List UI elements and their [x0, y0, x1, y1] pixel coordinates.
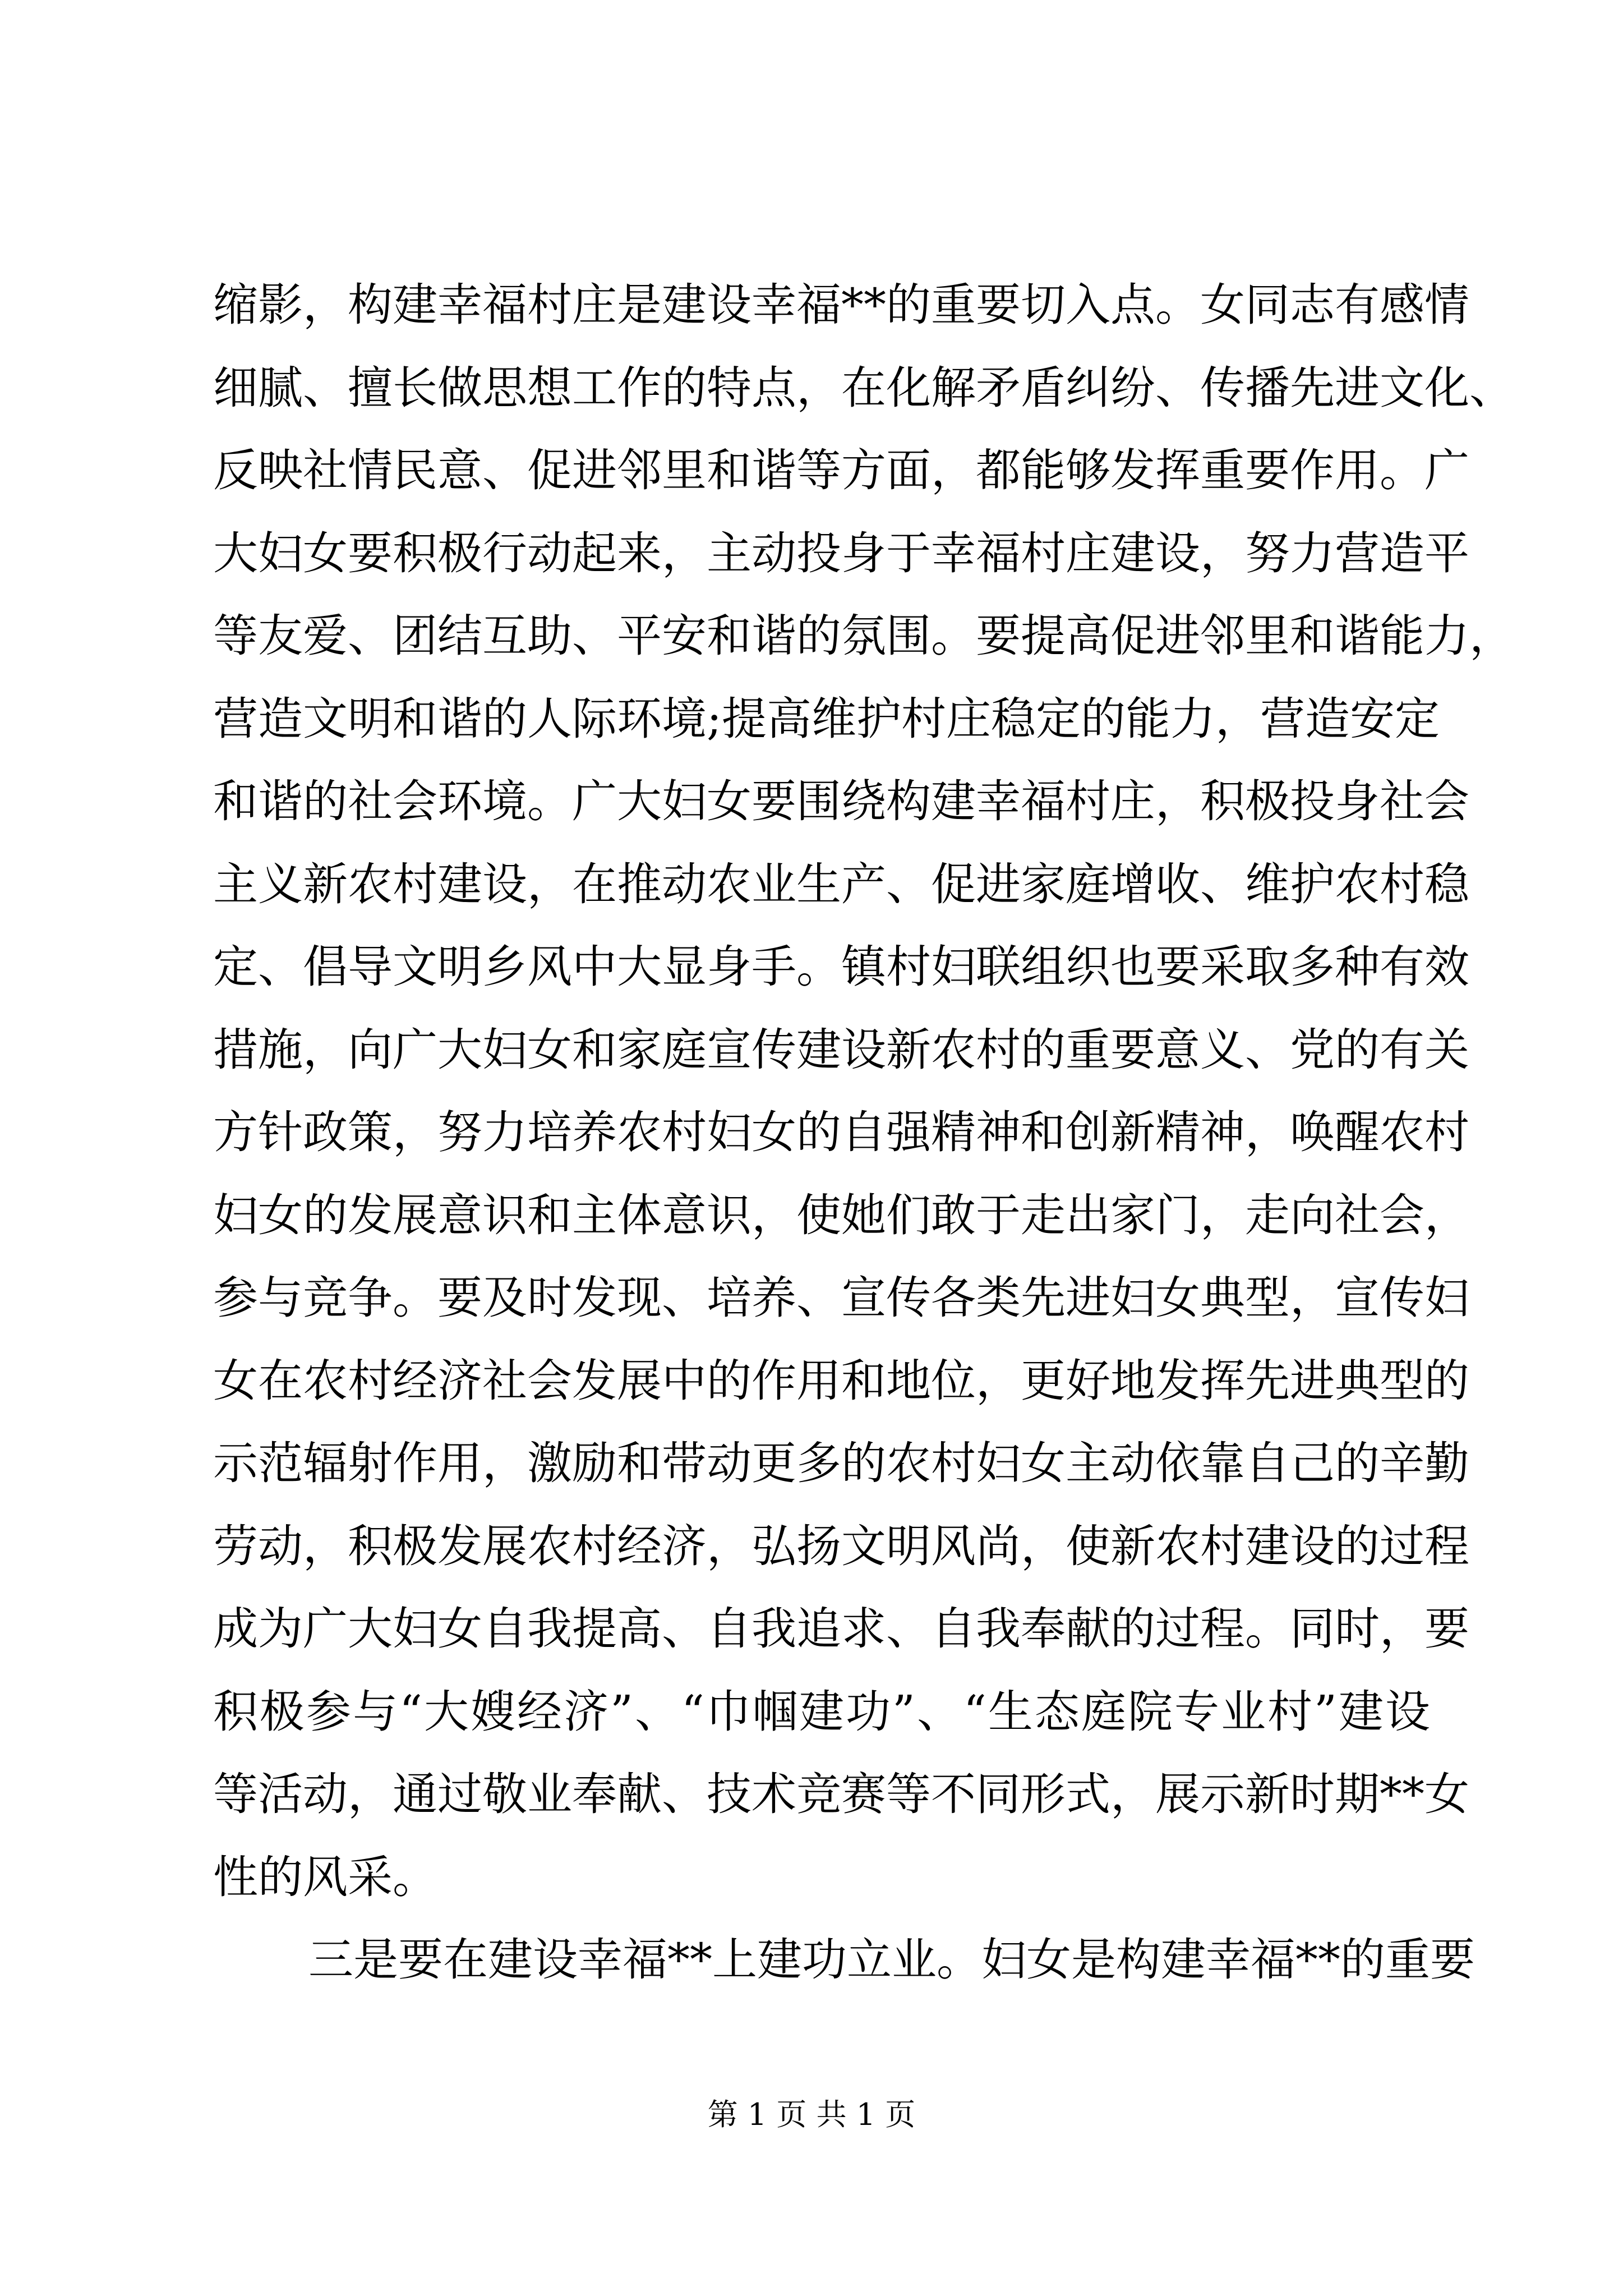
text-line: 反映社情民意、促进邻里和谐等方面，都能够发挥重要作用。广	[213, 444, 1469, 496]
text-line: 措施，向广大妇女和家庭宣传建设新农村的重要意义、党的有关	[213, 1023, 1469, 1076]
text-line: 方针政策，努力培养农村妇女的自强精神和创新精神，唤醒农村	[213, 1106, 1469, 1158]
page-number-footer: 第 1 页 共 1 页	[707, 2097, 916, 2132]
document-body	[213, 264, 1514, 2001]
text-line: 和谐的社会环境。广大妇女要围绕构建幸福村庄，积极投身社会	[213, 775, 1469, 827]
text-line: 等友爱、团结互助、平安和谐的氛围。要提高促进邻里和谐能力，	[213, 610, 1514, 662]
text-line: 缩影，构建幸福村庄是建设幸福**的重要切入点。女同志有感情	[213, 279, 1469, 331]
text-line: 等活动，通过敬业奉献、技术竞赛等不同形式，展示新时期**女	[213, 1768, 1469, 1820]
text-line: 成为广大妇女自我提高、自我追求、自我奉献的过程。同时，要	[213, 1603, 1469, 1655]
text-line: 参与竞争。要及时发现、培养、宣传各类先进妇女典型，宣传妇	[213, 1272, 1469, 1324]
text-line: 性的风采。	[213, 1851, 437, 1903]
text-line: 营造文明和谐的人际环境;提高维护村庄稳定的能力，营造安定	[213, 692, 1440, 745]
text-line: 主义新农村建设，在推动农业生产、促进家庭增收、维护农村稳	[213, 858, 1469, 910]
text-line: 大妇女要积极行动起来，主动投身于幸福村庄建设，努力营造平	[213, 527, 1469, 579]
paragraph-first-line: 三是要在建设幸福**上建功立业。妇女是构建幸福**的重要	[308, 1934, 1475, 1986]
text-line: 女在农村经济社会发展中的作用和地位，更好地发挥先进典型的	[213, 1354, 1469, 1407]
text-line: 细腻、擅长做思想工作的特点，在化解矛盾纠纷、传播先进文化、	[213, 361, 1514, 414]
text-line: 示范辐射作用，激励和带动更多的农村妇女主动依靠自己的辛勤	[213, 1437, 1469, 1489]
text-line: 劳动，积极发展农村经济，弘扬文明风尚，使新农村建设的过程	[213, 1520, 1469, 1572]
text-line: 定、倡导文明乡风中大显身手。镇村妇联组织也要采取多种有效	[213, 941, 1469, 993]
text-line: 积极参与“大嫂经济”、“巾帼建功”、“生态庭院专业村”建设	[213, 1685, 1430, 1738]
text-line: 妇女的发展意识和主体意识，使她们敢于走出家门，走向社会，	[213, 1189, 1469, 1241]
